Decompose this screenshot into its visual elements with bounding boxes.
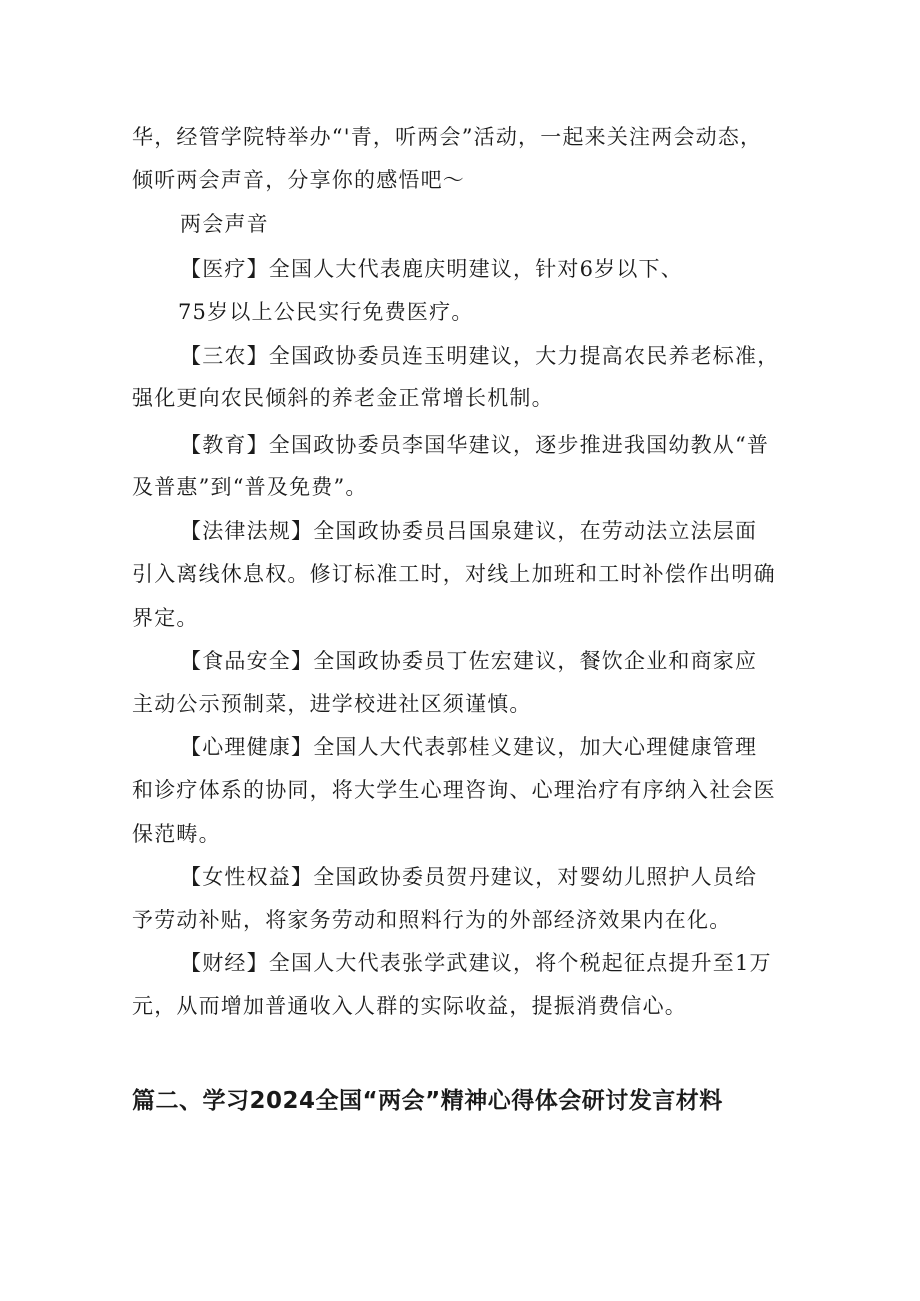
section-heading: 篇二、学习2024全国“两会”精神心得体会研讨发言材料 (132, 1088, 723, 1114)
item-food-line-1: 【食品安全】全国政协委员丁佐宏建议，餐饮企业和商家应 (180, 649, 758, 673)
item-agri-line-2: 强化更向农民倾斜的养老金正常增长机制。 (132, 386, 554, 410)
intro-line-1: 华，经管学院特举办“'青，听两会”活动，一起来关注两会动态， (132, 125, 763, 149)
item-food-line-2: 主动公示预制菜，进学校进社区须谨慎。 (132, 692, 532, 716)
item-mental-line-3: 保范畴。 (132, 822, 221, 846)
intro-line-2: 倾听两会声音，分享你的感悟吧～ (132, 168, 465, 192)
item-mental-line-1: 【心理健康】全国人大代表郭桂义建议，加大心理健康管理 (180, 735, 758, 759)
item-finance-line-1: 【财经】全国人大代表张学武建议，将个税起征点提升至1万 (180, 951, 772, 975)
item-women-line-2: 予劳动补贴，将家务劳动和照料行为的外部经济效果内在化。 (132, 908, 732, 932)
item-education-line-1: 【教育】全国政协委员李国华建议，逐步推进我国幼教从“普 (180, 433, 770, 457)
item-finance-line-2: 元，从而增加普通收入人群的实际收益，提振消费信心。 (132, 994, 687, 1018)
item-education-line-2: 及普惠”到“普及免费”。 (132, 475, 368, 499)
item-law-line-2: 引入离线休息权。修订标准工时，对线上加班和工时补偿作出明确 (132, 562, 776, 586)
item-law-line-1: 【法律法规】全国政协委员吕国泉建议，在劳动法立法层面 (180, 519, 758, 543)
section-label: 两会声音 (180, 212, 269, 236)
item-women-line-1: 【女性权益】全国政协委员贺丹建议，对婴幼儿照护人员给 (180, 865, 758, 889)
item-medical-line-2: 75岁以上公民实行免费医疗。 (178, 300, 474, 324)
item-mental-line-2: 和诊疗体系的协同，将大学生心理咨询、心理治疗有序纳入社会医 (132, 778, 776, 802)
item-medical-line-1: 【医疗】全国人大代表鹿庆明建议，针对6岁以下、 (180, 257, 683, 281)
item-law-line-3: 界定。 (132, 606, 199, 630)
item-agri-line-1: 【三农】全国政协委员连玉明建议，大力提高农民养老标准， (180, 344, 780, 368)
